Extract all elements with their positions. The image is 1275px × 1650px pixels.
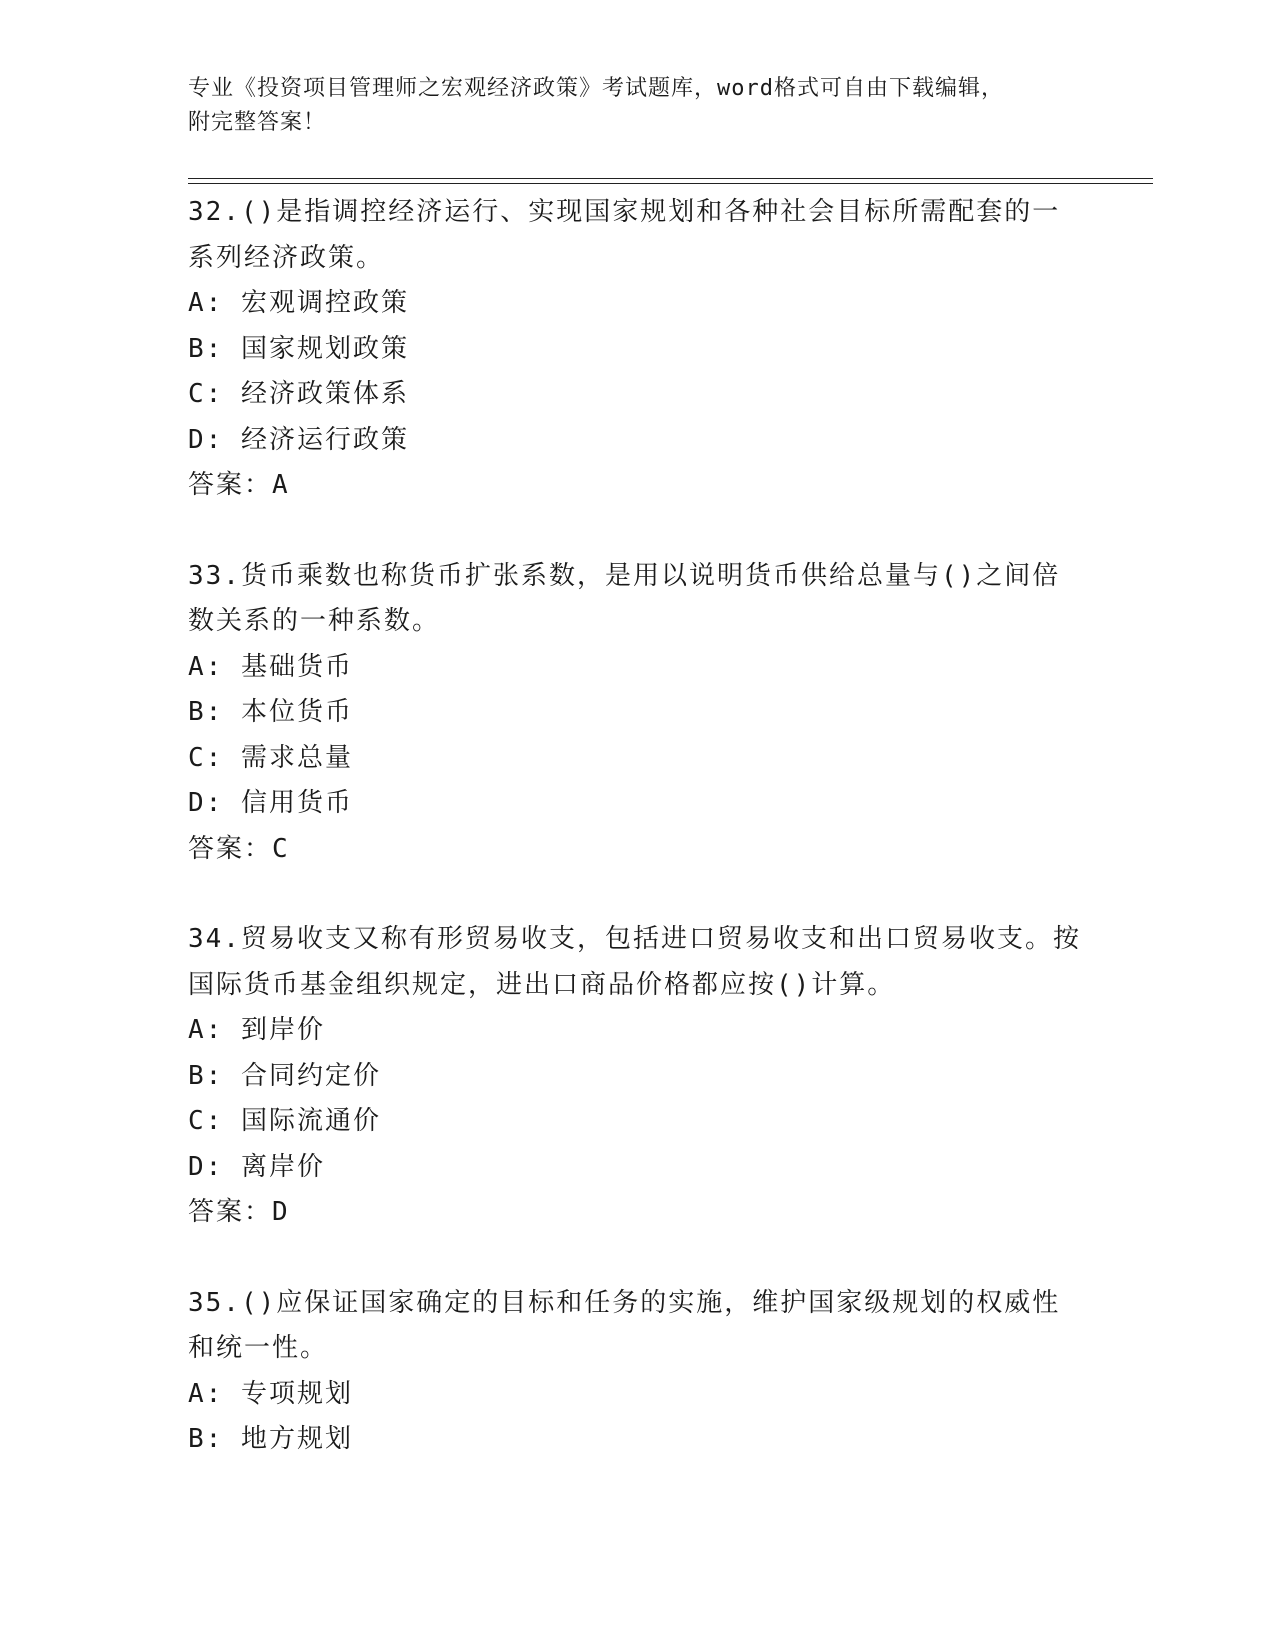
- option-d: D: 信用货币: [188, 788, 353, 818]
- question-34: [188, 917, 1088, 1236]
- question-text: 32.()是指调控经济运行、实现国家规划和各种社会目标所需配套的一系列经济政策。: [188, 197, 1061, 273]
- option-d: D: 离岸价: [188, 1151, 325, 1182]
- option-b: B: 本位货币: [188, 697, 353, 727]
- answer-value: C: [272, 833, 290, 864]
- option-a: A: 宏观调控政策: [188, 288, 409, 318]
- option-b: B: 地方规划: [188, 1424, 353, 1454]
- answer-line: [188, 463, 1088, 509]
- answer-label: 答案：: [188, 470, 273, 500]
- question-text: 35.()应保证国家确定的目标和任务的实施，维护国家级规划的权威性和统一性。: [188, 1287, 1061, 1363]
- option-a: A: 基础货币: [188, 651, 353, 682]
- document-header: [188, 72, 1068, 140]
- option-d: D: 经济运行政策: [188, 424, 409, 455]
- question-32: [188, 190, 1088, 509]
- answer-label: 答案：: [188, 1197, 273, 1227]
- question-33: [188, 554, 1088, 873]
- option-b: B: 国家规划政策: [188, 333, 409, 364]
- header-divider-bottom: [188, 183, 1153, 184]
- option-c: C: 需求总量: [188, 742, 353, 773]
- answer-label: 答案：: [188, 833, 273, 864]
- question-text: 33.货币乘数也称货币扩张系数，是用以说明货币供给总量与()之间倍数关系的一种系数。: [188, 560, 1061, 636]
- option-c: C: 经济政策体系: [188, 379, 409, 409]
- answer-value: A: [272, 470, 290, 500]
- header-line-1: 专业《投资项目管理师之宏观经济政策》考试题库，word格式可自由下载编辑，: [188, 76, 1004, 101]
- option-a: A: 专项规划: [188, 1378, 353, 1409]
- option-b: B: 合同约定价: [188, 1060, 381, 1091]
- header-divider-top: [188, 178, 1153, 179]
- question-35: [188, 1281, 1088, 1463]
- answer-line: [188, 1190, 1088, 1236]
- option-c: C: 国际流通价: [188, 1106, 381, 1136]
- header-line-2: 附完整答案！: [188, 110, 327, 135]
- question-text: 34.贸易收支又称有形贸易收支，包括进口贸易收支和出口贸易收支。按国际货币基金组织规定，进出口商品价格都应按()计算。: [188, 924, 1081, 1000]
- option-a: A: 到岸价: [188, 1015, 325, 1045]
- question-list: [188, 190, 1088, 1463]
- answer-value: D: [272, 1197, 290, 1227]
- answer-line: [188, 827, 1088, 873]
